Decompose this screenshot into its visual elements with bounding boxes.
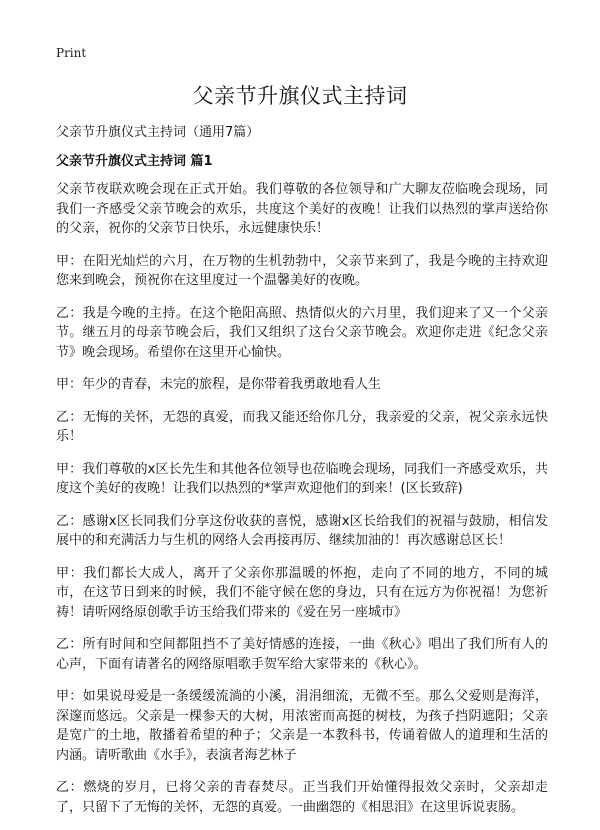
document-title: 父亲节升旗仪式主持词 [192,84,408,108]
paragraph: 乙：感谢x区长同我们分享这份收获的喜悦，感谢x区长给我们的祝福与鼓励，相信发展中的和充满活力与生机的网络人会再接再厉、继续加油的！再次感谢总区长！ [56,513,548,548]
document-subtitle: 父亲节升旗仪式主持词（通用7篇） [56,125,260,140]
paragraph: 乙：所有时间和空间都阻挡不了美好情感的连接，一曲《秋心》唱出了我们所有人的心声，下面有请著名的网络原唱歌手贺军给大家带来的《秋心》。 [56,637,548,672]
paragraph: 甲：年少的青春，未完的旅程，是你带着我勇敢地看人生 [56,377,382,392]
paragraph: 父亲节夜联欢晚会现在正式开始。我们尊敬的各位领导和广大聊友莅临晚会现场，同我们一齐感受父亲节晚会的欢乐，共度这个美好的夜晚！让我们以热烈的掌声送给你的父亲，祝你的父亲节日快乐，永远健康快乐！ [56,182,548,236]
paragraph: 乙：我是今晚的主持。在这个艳阳高照、热情似火的六月里，我们迎来了又一个父亲节。继五月的母亲节晚会后，我们又组织了这台父亲节晚会。欢迎你走进《纪念父亲节》晚会现场。希望你在这里开心愉快。 [56,305,548,360]
print-label: Print [56,46,87,60]
paragraph: 甲：我们都长大成人，离开了父亲你那温暖的怀抱，走向了不同的地方，不同的城市，在这节日到来的时候，我们不能守候在您的身边，只有在远方为你祝福！为您祈祷！请听网络原创歌手访玉给我们带来的《爱在另一座城市》 [56,565,548,620]
paragraph: 甲：如果说母爱是一条缓缓流淌的小溪，涓涓细流，无微不至。那么父爱则是海洋，深邃而悠远。父亲是一棵参天的大树，用浓密而高挺的树枝，为孩子挡阴遮阳；父亲是宽广的土地，散播着希望的种子；父亲是一本教科书，传诵着做人的道理和生活的内涵。请听歌曲《水手》，表演者海艺林子 [56,689,548,763]
document-body [56,180,548,830]
section-heading: 父亲节升旗仪式主持词 篇1 [56,154,213,169]
paragraph: 乙：燃烧的岁月，已将父亲的青春焚尽。正当我们开始懂得报效父亲时，父亲却走了，只留下了无悔的关怀，无怨的真爱。一曲幽怨的《相思泪》在这里诉说衷肠。 [56,780,548,815]
paragraph: 甲：在阳光灿烂的六月，在万物的生机勃勃中，父亲节来到了，我是今晚的主持欢迎您来到晚会，预祝你在这里度过一个温馨美好的夜晚。 [56,253,548,288]
paragraph: 乙：无悔的关怀，无怨的真爱，而我又能还给你几分，我亲爱的父亲，祝父亲永远快乐！ [56,409,548,444]
paragraph: 甲：我们尊敬的x区长先生和其他各位领导也莅临晚会现场，同我们一齐感受欢乐，共度这个美好的夜晚！让我们以热烈的*掌声欢迎他们的到来！(区长致辞) [56,461,548,496]
